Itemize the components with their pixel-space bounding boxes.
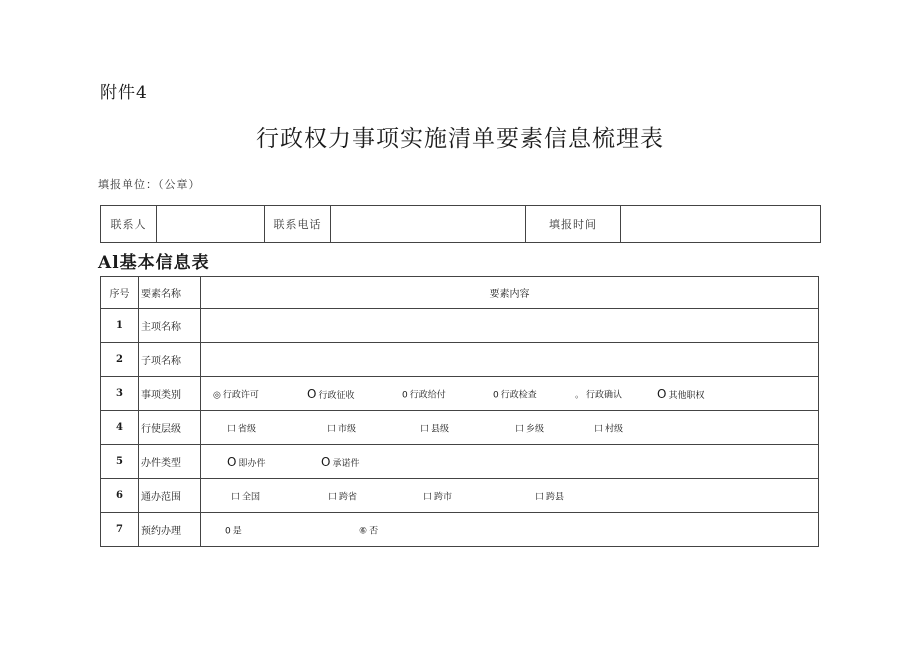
option-2[interactable] xyxy=(327,421,356,434)
contact-person-field[interactable] xyxy=(157,206,265,243)
element-content xyxy=(201,479,819,513)
option-label: 全国 xyxy=(242,492,261,502)
element-name: 办件类型 xyxy=(139,445,201,479)
radio-icon[interactable]: 0 xyxy=(493,390,499,400)
radio-icon[interactable]: O xyxy=(227,454,237,469)
element-name: 通办范围 xyxy=(139,479,201,513)
radio-icon[interactable]: 。 xyxy=(575,390,585,400)
table-row xyxy=(101,411,819,445)
row-number: 2 xyxy=(101,343,139,377)
option-6[interactable] xyxy=(657,387,704,401)
checkbox-icon[interactable]: 口 xyxy=(423,492,433,502)
fill-time-field[interactable] xyxy=(621,206,821,243)
option-1[interactable] xyxy=(231,489,260,502)
option-5[interactable] xyxy=(594,421,623,434)
element-content xyxy=(201,411,819,445)
option-label: 行政给付 xyxy=(409,390,446,400)
checkbox-icon[interactable]: 口 xyxy=(535,492,545,502)
option-3[interactable] xyxy=(423,489,452,502)
basic-info-table xyxy=(100,276,819,547)
checkbox-icon[interactable]: 口 xyxy=(231,492,241,502)
option-label: 行政许可 xyxy=(222,390,259,400)
element-name: 事项类别 xyxy=(139,377,201,411)
checkbox-icon[interactable]: 口 xyxy=(420,424,430,434)
checkbox-icon[interactable]: 口 xyxy=(327,424,337,434)
section-title: Al基本信息表 xyxy=(98,253,210,273)
option-1[interactable] xyxy=(225,523,242,536)
option-label: 行政征收 xyxy=(318,390,355,401)
row-number: 6 xyxy=(101,479,139,513)
option-label: 其他职权 xyxy=(668,390,705,401)
option-label: 承诺件 xyxy=(332,458,360,469)
radio-icon[interactable]: O xyxy=(321,454,331,469)
option-label: 跨市 xyxy=(434,492,453,502)
row-number: 5 xyxy=(101,445,139,479)
contact-person-label: 联系人 xyxy=(101,206,157,243)
table-row xyxy=(101,479,819,513)
phone-label: 联系电话 xyxy=(265,206,331,243)
radio-icon[interactable]: ◎ xyxy=(213,390,221,400)
option-4[interactable] xyxy=(515,421,544,434)
option-2[interactable] xyxy=(359,523,378,536)
element-name: 行使层级 xyxy=(139,411,201,445)
element-content xyxy=(201,377,819,411)
header-no: 序号 xyxy=(101,277,139,309)
radio-icon[interactable]: 0 xyxy=(225,526,231,536)
table-header-row xyxy=(101,277,819,309)
table-row xyxy=(101,377,819,411)
row-number: 1 xyxy=(101,309,139,343)
option-1[interactable] xyxy=(227,421,256,434)
table-row xyxy=(101,445,819,479)
option-label: 乡级 xyxy=(526,424,545,434)
option-label: 县级 xyxy=(431,424,450,434)
attachment-label: 附件4 xyxy=(100,83,148,103)
option-label: 村级 xyxy=(605,424,624,434)
header-name: 要素名称 xyxy=(139,277,201,309)
radio-icon[interactable]: O xyxy=(307,386,317,401)
element-name: 主项名称 xyxy=(139,309,201,343)
option-4[interactable] xyxy=(535,489,564,502)
row-number: 7 xyxy=(101,513,139,547)
table-row xyxy=(101,513,819,547)
option-2[interactable] xyxy=(321,455,359,469)
option-label: 即办件 xyxy=(238,458,266,469)
option-label: 省级 xyxy=(238,424,257,434)
option-3[interactable] xyxy=(402,387,446,400)
option-label: 跨县 xyxy=(546,492,565,502)
element-content[interactable] xyxy=(201,343,819,377)
contact-table xyxy=(100,205,821,243)
option-1[interactable] xyxy=(213,387,259,400)
option-5[interactable] xyxy=(575,387,622,400)
checkbox-icon[interactable]: 口 xyxy=(594,424,604,434)
option-label: 市级 xyxy=(338,424,357,434)
option-label: 行政检查 xyxy=(500,390,537,400)
element-name: 预约办理 xyxy=(139,513,201,547)
radio-icon[interactable]: O xyxy=(657,386,667,401)
option-label: 否 xyxy=(369,526,379,536)
document-title: 行政权力事项实施清单要素信息梳理表 xyxy=(256,126,664,152)
checkbox-icon[interactable]: 口 xyxy=(515,424,525,434)
option-2[interactable] xyxy=(307,387,354,401)
phone-field[interactable] xyxy=(331,206,526,243)
element-content[interactable] xyxy=(201,309,819,343)
header-content: 要素内容 xyxy=(201,277,819,309)
table-row xyxy=(101,343,819,377)
radio-icon[interactable]: 0 xyxy=(402,390,408,400)
row-number: 4 xyxy=(101,411,139,445)
checkbox-icon[interactable]: 口 xyxy=(328,492,338,502)
option-1[interactable] xyxy=(227,455,265,469)
element-content xyxy=(201,513,819,547)
row-number: 3 xyxy=(101,377,139,411)
checkbox-icon[interactable]: 口 xyxy=(227,424,237,434)
element-name: 子项名称 xyxy=(139,343,201,377)
option-3[interactable] xyxy=(420,421,449,434)
option-label: 行政确认 xyxy=(586,390,623,400)
radio-icon[interactable]: ⑥ xyxy=(359,526,368,536)
fill-unit-label: 填报单位：（公章） xyxy=(98,178,201,191)
table-row xyxy=(101,309,819,343)
option-4[interactable] xyxy=(493,387,537,400)
fill-time-label: 填报时间 xyxy=(526,206,621,243)
option-label: 跨省 xyxy=(339,492,358,502)
option-2[interactable] xyxy=(328,489,357,502)
element-content xyxy=(201,445,819,479)
option-label: 是 xyxy=(232,526,242,536)
